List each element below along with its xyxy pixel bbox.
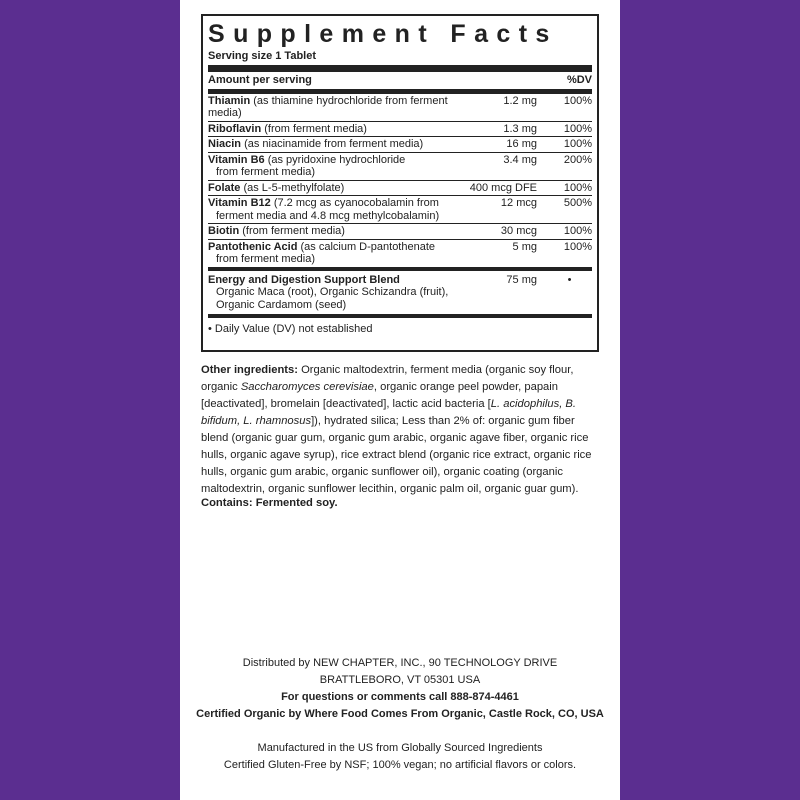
table-row: [208, 196, 592, 224]
other-ingredients-text-2: , organic orange peel powder, papain [deactivated], bromelain [deactivated], lactic acid bacteria [: [201, 381, 558, 410]
nutrient-desc-line2: ferment media and 4.8 mcg methylcobalamin): [216, 209, 440, 222]
nutrient-name: Vitamin B12: [208, 197, 271, 209]
table-row: [208, 181, 592, 197]
right-purple-border: [618, 0, 800, 800]
contact-line: For questions or comments call 888-874-4461: [281, 691, 519, 703]
table-row: [208, 122, 592, 138]
certification-line: Certified Organic by Where Food Comes From Organic, Castle Rock, CO, USA: [196, 708, 604, 720]
gluten-free-line: Certified Gluten-Free by NSF; 100% vegan; no artificial flavors or colors.: [223, 759, 577, 771]
nutrient-desc: (as calcium D-pantothenate: [297, 240, 436, 253]
nutrient-dv: 500%: [563, 197, 592, 209]
nutrient-name: Riboflavin: [208, 122, 262, 135]
distributor-line: Distributed by NEW CHAPTER, INC., 90 TECHNOLOGY DRIVE: [242, 657, 558, 669]
nutrient-dv: 200%: [563, 153, 592, 166]
table-row: [208, 224, 592, 240]
nutrient-dv: 100%: [563, 138, 592, 150]
nutrient-amount: 30 mcg: [500, 225, 537, 237]
allergen-statement: Contains: Fermented soy.: [201, 497, 338, 509]
nutrient-name: Folate: [208, 181, 241, 194]
nutrient-dv: 100%: [563, 240, 592, 253]
nutrient-desc-line2: from ferment media): [216, 166, 316, 178]
other-ingredients-italic-2: L. acidophilus, B. bifidum, L. rhamnosus: [201, 398, 576, 427]
nutrient-name: Niacin: [208, 138, 242, 150]
nutrient-desc: (from ferment media): [261, 122, 367, 135]
dv-footnote: • Daily Value (DV) not established: [208, 323, 373, 335]
blend-amount: 75 mg: [506, 273, 537, 286]
nutrient-amount: 400 mcg DFE: [469, 181, 537, 194]
blend-ingredients-line1: Organic Maca (root), Organic Schizandra (fruit),: [216, 286, 449, 298]
other-ingredients-text-1: Organic maltodextrin, ferment media (organic soy flour, organic: [201, 364, 574, 393]
nutrient-desc: (as pyridoxine hydrochloride: [264, 153, 406, 166]
nutrient-dv: 100%: [563, 94, 592, 107]
blend-row: [208, 271, 592, 315]
supplement-facts-box: [201, 14, 599, 352]
nutrient-name: Thiamin: [208, 94, 251, 107]
nutrient-amount: 3.4 mg: [503, 153, 537, 166]
blend-ingredients-line2: Organic Cardamom (seed): [216, 298, 347, 311]
nutrient-dv: 100%: [563, 225, 592, 237]
nutrient-name: Biotin: [208, 225, 240, 237]
nutrient-dv: 100%: [563, 122, 592, 135]
nutrient-desc: (as L-5-methylfolate): [240, 181, 345, 194]
other-ingredients-label: Other ingredients:: [201, 364, 298, 376]
manufacturing-info: [190, 740, 610, 774]
nutrient-desc: (from ferment media): [239, 225, 345, 237]
nutrient-dv: 100%: [563, 181, 592, 194]
address-line: BRATTLEBORO, VT 05301 USA: [319, 674, 481, 686]
other-ingredients-text-3: ]), hydrated silica; Less than 2% of: organic gum fiber blend (organic guar gum, organic gum arabic, organic agave fiber, organic rice hulls, organic agave syrup), rice extract blend (organic rice extract, organic rice hulls, organic gum arabic, organic sunflower oil), organic coating (organic maltodextrin, organic sunflower lecithin, organic palm oil, organic guar gum).: [201, 415, 592, 495]
dv-header: %DV: [566, 74, 592, 86]
nutrient-name: Vitamin B6: [208, 153, 265, 166]
facts-title: Supplement Facts: [208, 20, 558, 48]
thick-divider: [208, 65, 592, 72]
table-row: [208, 94, 592, 122]
nutrient-amount: 12 mcg: [500, 197, 537, 209]
other-ingredients: [201, 362, 599, 498]
nutrient-desc-line2: from ferment media): [216, 253, 316, 265]
nutrient-desc: (as thiamine hydrochloride from ferment media): [208, 94, 448, 119]
nutrient-amount: 5 mg: [512, 240, 537, 253]
nutrient-amount: 1.2 mg: [503, 94, 537, 107]
distribution-info: [190, 655, 610, 723]
nutrient-desc: (7.2 mcg as cyanocobalamin from: [270, 197, 439, 209]
blend-dv: •: [567, 273, 572, 286]
table-row: [208, 240, 592, 267]
nutrient-amount: 16 mg: [506, 138, 537, 150]
nutrient-desc: (as niacinamide from ferment media): [241, 138, 424, 150]
nutrient-name: Pantothenic Acid: [208, 240, 298, 253]
left-purple-border: [0, 0, 182, 800]
nutrient-amount: 1.3 mg: [503, 122, 537, 135]
amount-per-serving-label: Amount per serving: [208, 74, 312, 86]
table-row: [208, 137, 592, 153]
serving-size: Serving size 1 Tablet: [208, 50, 317, 62]
table-row: [208, 153, 592, 181]
label-panel: [190, 0, 610, 800]
manufactured-line: Manufactured in the US from Globally Sourced Ingredients: [257, 742, 543, 754]
facts-header-row: [208, 72, 592, 90]
blend-name: Energy and Digestion Support Blend: [208, 273, 400, 286]
other-ingredients-italic-1: Saccharomyces cerevisiae: [240, 381, 374, 393]
